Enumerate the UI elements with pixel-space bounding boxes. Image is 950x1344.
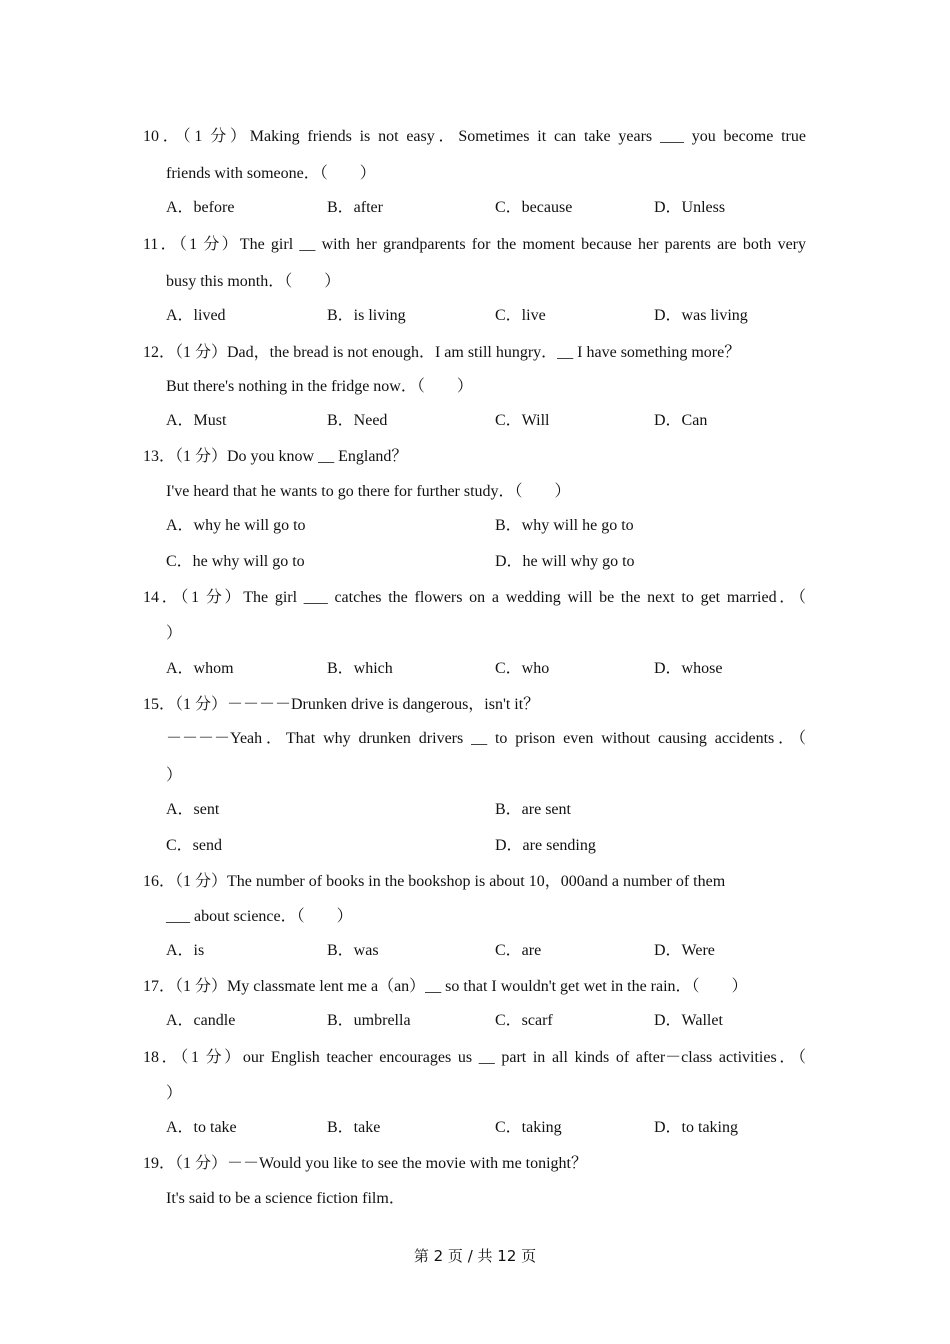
question-10-line-2: friends with someone．（ ） — [166, 165, 376, 182]
question-14-line-1: 14．（1 分）The girl ___ catches the flowers on a wedding will be the next to get married．（ — [143, 589, 806, 606]
option-18-a[interactable]: A．to take — [166, 1119, 237, 1136]
option-16-c[interactable]: C．are — [495, 942, 542, 959]
question-13-line-1: 13．（1 分）Do you know __ England？ — [143, 448, 408, 465]
option-13-d[interactable]: D．he will why go to — [495, 553, 635, 570]
option-15-c[interactable]: C．send — [166, 837, 223, 854]
option-11-d[interactable]: D．was living — [654, 307, 748, 324]
option-18-b[interactable]: B．take — [327, 1119, 381, 1136]
option-17-a[interactable]: A．candle — [166, 1012, 236, 1029]
option-17-d[interactable]: D．Wallet — [654, 1012, 723, 1029]
option-10-c[interactable]: C．because — [495, 199, 573, 216]
question-10-line-1: 10．（1 分）Making friends is not easy．Sometimes it can take years ___ you become true — [143, 128, 806, 145]
option-15-d[interactable]: D．are sending — [495, 837, 596, 854]
option-14-c[interactable]: C．who — [495, 660, 550, 677]
question-11-line-1: 11．（1 分）The girl __ with her grandparents for the moment because her parents are both very — [143, 236, 806, 253]
option-18-c[interactable]: C．taking — [495, 1119, 562, 1136]
option-16-a[interactable]: A．is — [166, 942, 205, 959]
question-16-line-1: 16．（1 分）The number of books in the bookshop is about 10，000and a number of them — [143, 873, 726, 890]
option-16-b[interactable]: B．was — [327, 942, 379, 959]
option-15-b[interactable]: B．are sent — [495, 801, 571, 818]
option-11-b[interactable]: B．is living — [327, 307, 406, 324]
option-17-c[interactable]: C．scarf — [495, 1012, 553, 1029]
question-18-line-2: ） — [166, 1085, 183, 1102]
option-14-d[interactable]: D．whose — [654, 660, 723, 677]
option-18-d[interactable]: D．to taking — [654, 1119, 738, 1136]
question-17-line-1: 17．（1 分）My classmate lent me a（an）__ so that I wouldn't get wet in the rain．（ ） — [143, 978, 748, 995]
question-16-line-2: ___ about science．（ ） — [166, 908, 353, 925]
question-11-line-2: busy this month．（ ） — [166, 273, 341, 290]
option-16-d[interactable]: D．Were — [654, 942, 715, 959]
option-12-d[interactable]: D．Can — [654, 412, 708, 429]
option-11-a[interactable]: A．lived — [166, 307, 226, 324]
option-10-b[interactable]: B．after — [327, 199, 383, 216]
option-14-a[interactable]: A．whom — [166, 660, 234, 677]
question-13-line-2: I've heard that he wants to go there for further study．（ ） — [166, 483, 571, 500]
option-10-a[interactable]: A．before — [166, 199, 235, 216]
question-15-line-2: －－－－Yeah．That why drunken drivers __ to prison even without causing accidents．（ — [166, 730, 806, 747]
option-10-d[interactable]: D．Unless — [654, 199, 726, 216]
option-12-a[interactable]: A．Must — [166, 412, 227, 429]
option-11-c[interactable]: C．live — [495, 307, 546, 324]
question-19-line-2: It's said to be a science fiction film． — [166, 1190, 405, 1207]
question-12-line-2: But there's nothing in the fridge now．（ ） — [166, 378, 473, 395]
question-15-line-3: ） — [166, 767, 183, 784]
option-13-c[interactable]: C．he why will go to — [166, 553, 305, 570]
option-17-b[interactable]: B．umbrella — [327, 1012, 411, 1029]
option-14-b[interactable]: B．which — [327, 660, 393, 677]
question-15-line-1: 15．（1 分）－－－－Drunken drive is dangerous，isn't it？ — [143, 696, 540, 713]
option-15-a[interactable]: A．sent — [166, 801, 220, 818]
question-18-line-1: 18．（1 分）our English teacher encourages us __ part in all kinds of after－class activities．（ — [143, 1049, 806, 1066]
page-number: 第 2 页 / 共 12 页 — [413, 1247, 537, 1265]
option-13-a[interactable]: A．why he will go to — [166, 517, 306, 534]
option-12-b[interactable]: B．Need — [327, 412, 388, 429]
question-19-line-1: 19．（1 分）－－Would you like to see the movie with me tonight？ — [143, 1155, 588, 1172]
option-12-c[interactable]: C．Will — [495, 412, 550, 429]
question-14-line-2: ） — [166, 625, 183, 642]
option-13-b[interactable]: B．why will he go to — [495, 517, 634, 534]
question-12-line-1: 12．（1 分）Dad，the bread is not enough．I am still hungry．__ I have something more？ — [143, 344, 741, 361]
